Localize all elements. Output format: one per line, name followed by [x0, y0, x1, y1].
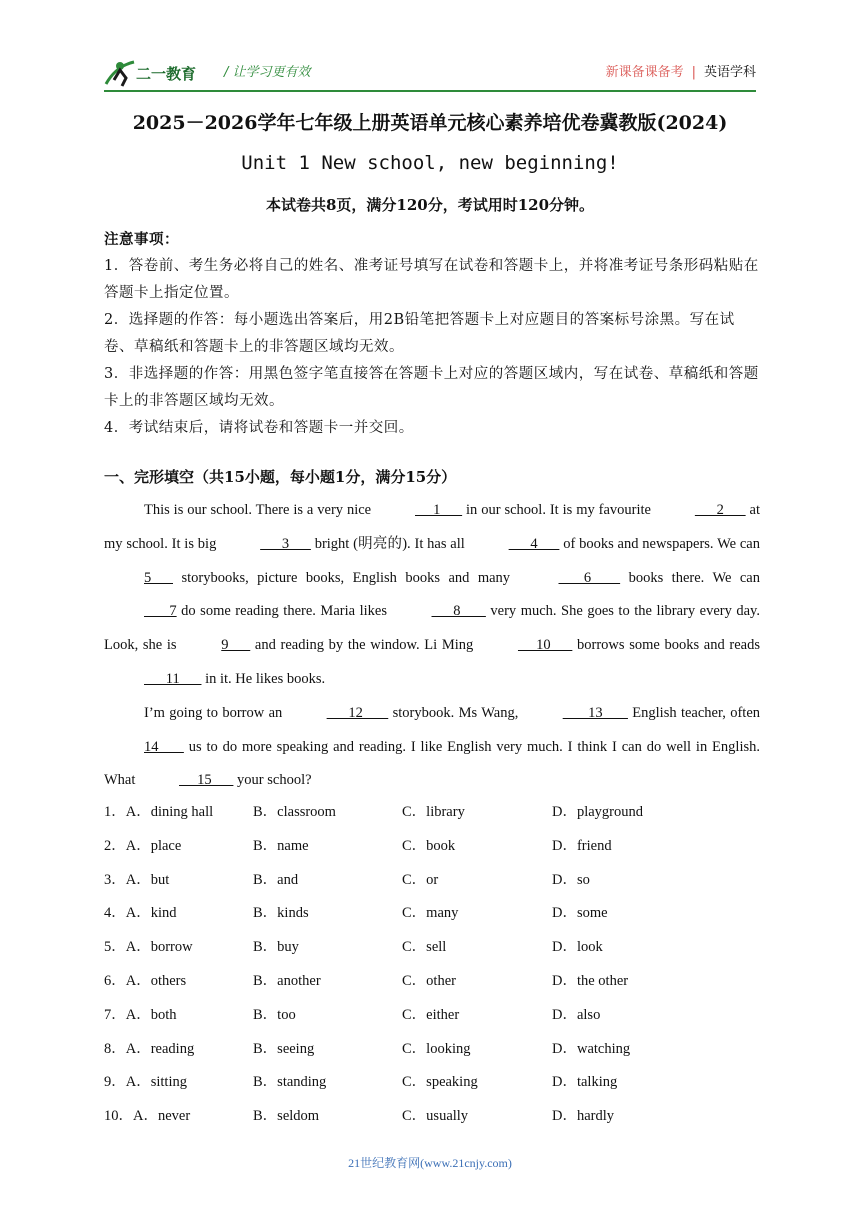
passage-paragraph-1: This is our school. There is a very nice 1 in our school. It is my favourite 2 at my school. It is big 3 bright (明亮的). It has all 4 of books and newspapers. We can 5 storybooks, picture books, English books and many 6 books there. We can 7 do some reading there. Maria likes 8 very much. She goes to the library every day. Look, she is 9 and reading by the window. Li Ming 10 borrows some books and reads 11 in it. He likes books. — [104, 494, 760, 697]
option-b: B．seldom — [253, 1108, 320, 1125]
option-b: B．another — [253, 972, 321, 989]
question-row — [104, 864, 764, 898]
option-d: D．the other — [552, 972, 629, 989]
blank-10: 10 — [517, 637, 573, 654]
option-a: 6．A．others — [104, 972, 187, 989]
option-c: C．usually — [402, 1108, 469, 1125]
page-footer: 21世纪教育网(www.21cnjy.com) — [348, 1156, 512, 1170]
option-a: 5．A．borrow — [104, 939, 193, 956]
header-tags — [606, 61, 756, 80]
blank-13: 13 — [562, 704, 628, 721]
blank-5: 5 — [144, 569, 173, 586]
option-d: D．friend — [552, 837, 612, 854]
notice-heading: 注意事项： — [104, 231, 179, 248]
passage-paragraph-2: I’m going to borrow an 12 storybook. Ms Wang, 13 English teacher, often 14 us to do more speaking and reading. I like English very much. I think I can do well in English. What 15 your school? — [104, 697, 760, 798]
option-b: B．too — [253, 1006, 296, 1023]
option-d: D．also — [552, 1006, 601, 1023]
option-b: B．classroom — [253, 804, 336, 820]
option-a: 9．A．sitting — [104, 1074, 187, 1091]
blank-15: 15 — [179, 772, 234, 789]
section-title: 一、完形填空（共15小题，每小题1分，满分15分） — [104, 468, 457, 486]
notice-item: 1．答卷前、考生务必将自己的姓名、准考证号填写在试卷和答题卡上，并将准考证号条形码粘贴在答题卡上指定位置。 — [104, 258, 759, 301]
option-d: D．hardly — [552, 1108, 615, 1125]
logo-icon — [104, 56, 214, 88]
page-header — [104, 56, 756, 92]
option-a: 10．A．never — [104, 1108, 191, 1125]
option-d: D．some — [552, 905, 608, 922]
blank-14: 14 — [144, 738, 184, 755]
question-row — [104, 1100, 764, 1134]
header-tag-subject: 英语学科 — [703, 65, 756, 80]
option-c: C．looking — [402, 1040, 471, 1057]
option-d: D．playground — [552, 804, 644, 820]
option-d: D．look — [552, 939, 603, 956]
option-c: C．sell — [402, 939, 447, 956]
option-b: B．kinds — [253, 905, 309, 922]
question-row — [104, 897, 764, 931]
blank-2: 2 — [694, 502, 746, 518]
notice-item: 3．非选择题的作答：用黑色签字笔直接答在答题卡上对应的答题区域内，写在试卷、草稿纸和答题卡上的非答题区域均无效。 — [104, 366, 759, 409]
notice-item: 2．选择题的作答：每小题选出答案后，用2B铅笔把答题卡上对应题目的答案标号涂黑。写在试卷、草稿纸和答题卡上的非答题区域均无效。 — [104, 312, 735, 355]
option-c: C．other — [402, 972, 456, 989]
question-row — [104, 830, 764, 864]
exam-title: 2025－2026学年七年级上册英语单元核心素养培优卷冀教版(2024) — [132, 112, 728, 134]
header-tag-prep: 新课备课备考 — [605, 65, 684, 80]
question-row — [104, 796, 764, 830]
question-row — [104, 965, 764, 999]
option-c: C．or — [402, 871, 439, 888]
unit-title: Unit 1 New school, new beginning! — [241, 152, 619, 174]
blank-11: 11 — [144, 670, 202, 687]
exam-info: 本试卷共8页，满分120分，考试用时120分钟。 — [265, 196, 595, 214]
notice-item: 4．考试结束后，请将试卷和答题卡一并交回。 — [104, 420, 414, 436]
option-b: B．and — [253, 871, 299, 888]
logo-text: 二一教育 — [136, 65, 197, 83]
option-d: D．so — [552, 871, 590, 888]
option-a: 4．A．kind — [104, 905, 177, 922]
blank-4: 4 — [508, 535, 560, 552]
blank-12: 12 — [326, 704, 389, 721]
option-c: C．either — [402, 1006, 460, 1023]
blank-1: 1 — [415, 502, 463, 518]
blank-6: 6 — [558, 569, 621, 586]
question-row — [104, 931, 764, 965]
option-a: 1．A．dining hall — [104, 804, 214, 820]
question-row — [104, 999, 764, 1033]
cloze-passage — [104, 494, 760, 798]
option-a: 2．A．place — [104, 837, 182, 854]
slogan: / 让学习更有效 — [224, 65, 311, 80]
option-a: 8．A．reading — [104, 1040, 195, 1057]
notice-block — [104, 226, 764, 442]
option-d: D．talking — [552, 1074, 618, 1091]
option-b: B．standing — [253, 1074, 327, 1091]
option-a: 3．A．but — [104, 871, 170, 888]
blank-9: 9 — [221, 637, 251, 654]
question-row — [104, 1033, 764, 1067]
option-a: 7．A．both — [104, 1006, 177, 1023]
question-row — [104, 1066, 764, 1100]
blank-8: 8 — [431, 603, 486, 620]
option-b: B．buy — [253, 939, 299, 956]
option-c: C．library — [402, 804, 465, 820]
option-c: C．many — [402, 905, 459, 922]
blank-3: 3 — [260, 535, 311, 552]
blank-7: 7 — [144, 603, 177, 620]
option-b: B．name — [253, 837, 309, 854]
header-separator: | — [691, 65, 696, 80]
option-b: B．seeing — [253, 1040, 315, 1057]
option-c: C．speaking — [402, 1074, 478, 1091]
option-c: C．book — [402, 837, 456, 854]
answer-options — [104, 796, 764, 1134]
option-d: D．watching — [552, 1040, 631, 1057]
